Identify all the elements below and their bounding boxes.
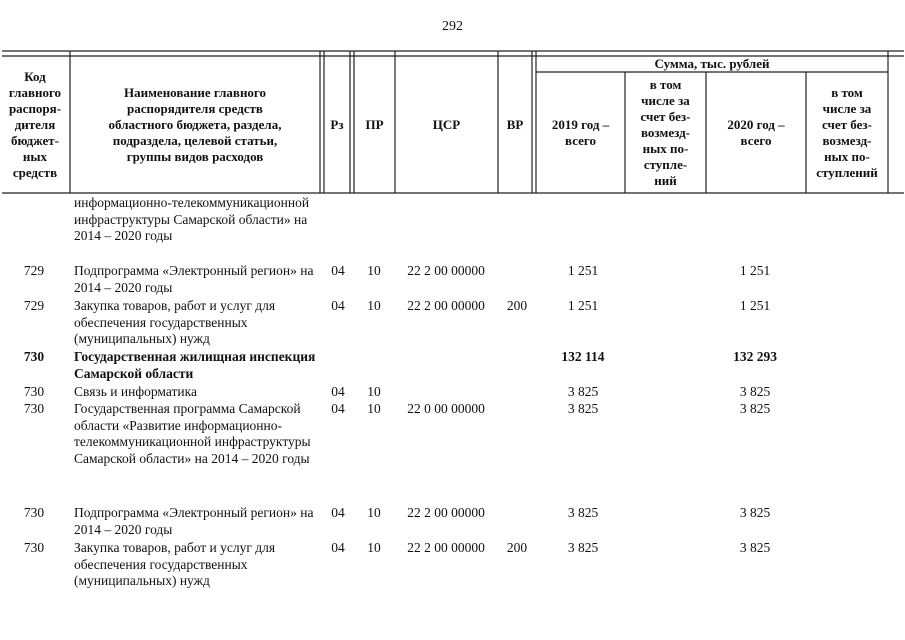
header-2019-line: всего	[565, 132, 596, 148]
header-code-line: бюджет-	[10, 133, 59, 148]
row-7-sum-2020: 3 825	[739, 540, 771, 555]
header-code-line: распоря-	[8, 101, 62, 116]
header-2019-grants-line: числе за	[641, 92, 690, 108]
header-sum-group: Сумма, тыс. рублей	[654, 55, 770, 71]
row-6-sum-2019: 3 825	[567, 505, 599, 520]
row-1-csr: 22 2 00 00000	[407, 263, 485, 278]
row-3-name: Государственная жилищная инспекция Самарской области	[74, 349, 316, 381]
row-2-sum-2019: 1 251	[567, 298, 599, 313]
header-2020-grants-line: счет без-	[822, 116, 872, 132]
header-name-line: областного бюджета, раздела,	[108, 117, 282, 132]
row-4-sum-2019: 3 825	[567, 384, 599, 399]
row-4-rz: 04	[331, 384, 345, 399]
row-4-code: 730	[23, 384, 45, 399]
header-2019-grants-line: ний	[654, 172, 677, 188]
row-1-sum-2020: 1 251	[739, 263, 771, 278]
header-2019-grants-line: ных по-	[642, 140, 689, 156]
row-2-sum-2020: 1 251	[739, 298, 771, 313]
header-2020-grants	[806, 73, 888, 192]
row-2-code: 729	[23, 298, 45, 313]
row-4-sum-2020: 3 825	[739, 384, 771, 399]
header-2019-grants-line: счет без-	[640, 108, 691, 124]
header-pr: ПР	[365, 117, 384, 132]
header-name-line: группы видов расходов	[126, 149, 264, 164]
row-5-csr: 22 0 00 00000	[407, 401, 485, 416]
header-2019-grants	[625, 73, 706, 192]
header-2020-line: всего	[740, 132, 772, 148]
header-name	[72, 58, 318, 192]
row-7-code: 730	[23, 540, 45, 555]
header-2020-grants-line: ступлений	[816, 164, 878, 180]
header-2020-grants-line: возмезд-	[822, 132, 872, 148]
row-5-sum-2020: 3 825	[739, 401, 771, 416]
row-5-rz: 04	[331, 401, 345, 416]
row-2-name: Закупка товаров, работ и услуг для обеспечения государственных (муниципальных) нужд	[74, 298, 276, 346]
row-1-code: 729	[23, 263, 45, 278]
row-2-csr: 22 2 00 00000	[407, 298, 485, 313]
header-2019-grants-line: возмезд-	[641, 124, 690, 140]
row-0-name: информационно-телекоммуникационной инфраструктуры Самарской области» на 2014 – 2020 годы	[74, 195, 310, 243]
row-1-sum-2019: 1 251	[567, 263, 599, 278]
row-5-code: 730	[23, 401, 45, 416]
row-7-sum-2019: 3 825	[567, 540, 599, 555]
row-6-sum-2020: 3 825	[739, 505, 771, 520]
header-2020-grants-line: числе за	[822, 100, 872, 116]
row-2-vr: 200	[506, 298, 528, 313]
header-code-line: ных	[22, 149, 48, 164]
header-code-line: Код	[24, 69, 46, 84]
row-7-rz: 04	[331, 540, 345, 555]
header-2019-grants-line: в том	[649, 76, 682, 92]
row-6-rz: 04	[331, 505, 345, 520]
row-3-sum-2020: 132 293	[733, 349, 777, 364]
header-2019-line: 2019 год –	[551, 116, 610, 132]
row-6-csr: 22 2 00 00000	[407, 505, 485, 520]
header-code-line: дителя	[14, 117, 56, 132]
header-code	[0, 58, 70, 192]
row-6-pr: 10	[367, 505, 381, 520]
row-4-pr: 10	[367, 384, 381, 399]
header-code-line: главного	[8, 85, 62, 100]
row-5-name: Государственная программа Самарской области «Развитие информационно-телекоммуникационной инфраструктуры Самарской области» на 2014 – 2020 годы	[74, 401, 311, 466]
row-5-pr: 10	[367, 401, 381, 416]
header-csr: ЦСР	[432, 117, 461, 132]
row-3-sum-2019: 132 114	[561, 349, 605, 364]
header-rz: Рз	[330, 117, 344, 132]
header-code-line: средств	[12, 165, 58, 180]
header-2019-total	[536, 73, 625, 192]
row-7-pr: 10	[367, 540, 381, 555]
header-2020-total	[706, 73, 806, 192]
header-name-line: распорядителя средств	[127, 101, 263, 116]
row-5-sum-2019: 3 825	[567, 401, 599, 416]
row-1-pr: 10	[367, 263, 381, 278]
row-1-name: Подпрограмма «Электронный регион» на 2014 – 2020 годы	[74, 263, 314, 295]
row-2-rz: 04	[331, 298, 345, 313]
row-6-code: 730	[23, 505, 45, 520]
header-2020-grants-line: ных по-	[824, 148, 870, 164]
row-2-pr: 10	[367, 298, 381, 313]
row-1-rz: 04	[331, 263, 345, 278]
header-name-line: подраздела, целевой статьи,	[112, 133, 278, 148]
row-7-vr: 200	[506, 540, 528, 555]
row-6-name: Подпрограмма «Электронный регион» на 2014 – 2020 годы	[74, 505, 314, 537]
row-7-csr: 22 2 00 00000	[407, 540, 485, 555]
header-2019-grants-line: ступле-	[643, 156, 688, 172]
header-2020-grants-line: в том	[831, 84, 863, 100]
row-3-code: 730	[23, 349, 45, 364]
header-2020-line: 2020 год –	[727, 116, 785, 132]
row-4-name: Связь и информатика	[74, 384, 197, 399]
row-7-name: Закупка товаров, работ и услуг для обеспечения государственных (муниципальных) нужд	[74, 540, 276, 588]
header-vr: ВР	[506, 117, 524, 132]
page-number: 292	[442, 19, 463, 34]
header-name-line: Наименование главного	[123, 85, 267, 100]
